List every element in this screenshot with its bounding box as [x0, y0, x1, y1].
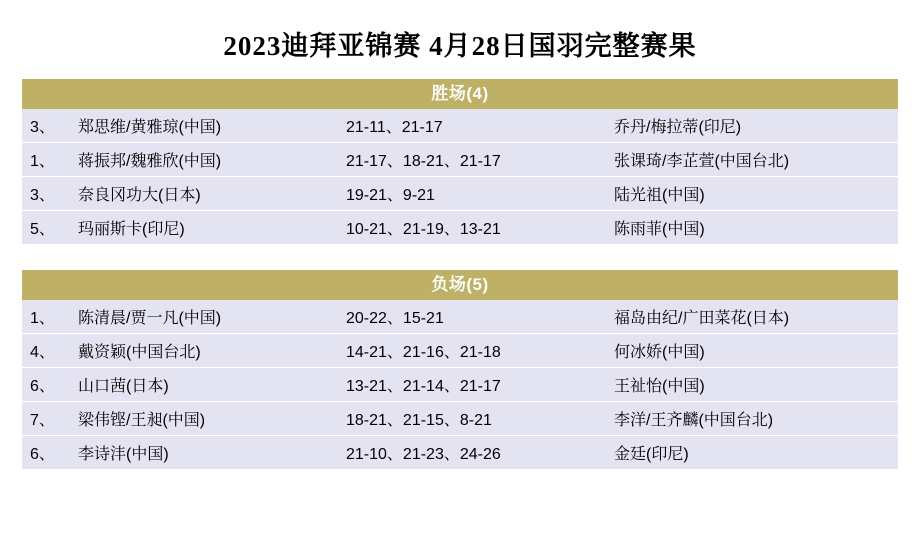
row-number: 1、 [30, 310, 55, 327]
table-row [22, 334, 898, 368]
player-a: 梁伟铿/王昶(中国) [78, 412, 206, 429]
table-row [22, 436, 898, 469]
row-number: 1、 [30, 153, 55, 170]
player-a: 郑思维/黄雅琼(中国) [78, 119, 222, 136]
player-a: 山口茜(日本) [78, 378, 169, 395]
match-score: 20-22、15-21 [346, 310, 444, 327]
match-score: 21-17、18-21、21-17 [346, 153, 501, 170]
row-number: 6、 [30, 446, 55, 463]
section-header-losses: 负场(5) [22, 270, 898, 300]
player-a: 玛丽斯卡(印尼) [78, 221, 185, 238]
player-b: 乔丹/梅拉蒂(印尼) [614, 119, 742, 136]
match-score: 13-21、21-14、21-17 [346, 378, 501, 395]
table-row [22, 109, 898, 143]
row-number: 3、 [30, 187, 55, 204]
match-score: 10-21、21-19、13-21 [346, 221, 501, 238]
row-number: 4、 [30, 344, 55, 361]
table-row [22, 402, 898, 436]
page-title: 2023迪拜亚锦赛 4月28日国羽完整赛果 [223, 31, 697, 61]
table-row [22, 300, 898, 334]
player-a: 奈良冈功大(日本) [78, 187, 201, 204]
player-b: 福岛由纪/广田菜花(日本) [614, 310, 790, 327]
section-divider [22, 258, 898, 270]
row-number: 5、 [30, 221, 55, 238]
row-number: 6、 [30, 378, 55, 395]
row-number: 7、 [30, 412, 55, 429]
match-score: 19-21、9-21 [346, 187, 435, 204]
results-table [0, 79, 920, 469]
table-row [22, 177, 898, 211]
section-wins [22, 79, 898, 244]
player-b: 陈雨菲(中国) [614, 221, 705, 238]
player-a: 李诗沣(中国) [78, 446, 169, 463]
player-b: 陆光祖(中国) [614, 187, 705, 204]
player-a: 戴资颖(中国台北) [78, 344, 201, 361]
match-score: 18-21、21-15、8-21 [346, 412, 492, 429]
match-score: 21-11、21-17 [346, 119, 443, 136]
player-b: 李洋/王齐麟(中国台北) [614, 412, 774, 429]
player-b: 张课琦/李芷萱(中国台北) [614, 153, 790, 170]
section-losses [22, 270, 898, 469]
table-row [22, 211, 898, 244]
match-score: 21-10、21-23、24-26 [346, 446, 501, 463]
player-b: 金廷(印尼) [614, 446, 689, 463]
section-header-wins: 胜场(4) [22, 79, 898, 109]
row-number: 3、 [30, 119, 55, 136]
match-score: 14-21、21-16、21-18 [346, 344, 501, 361]
player-a: 蒋振邦/魏雅欣(中国) [78, 153, 222, 170]
player-b: 王祉怡(中国) [614, 378, 705, 395]
player-a: 陈清晨/贾一凡(中国) [78, 310, 222, 327]
table-row [22, 368, 898, 402]
table-row [22, 143, 898, 177]
player-b: 何冰娇(中国) [614, 344, 705, 361]
